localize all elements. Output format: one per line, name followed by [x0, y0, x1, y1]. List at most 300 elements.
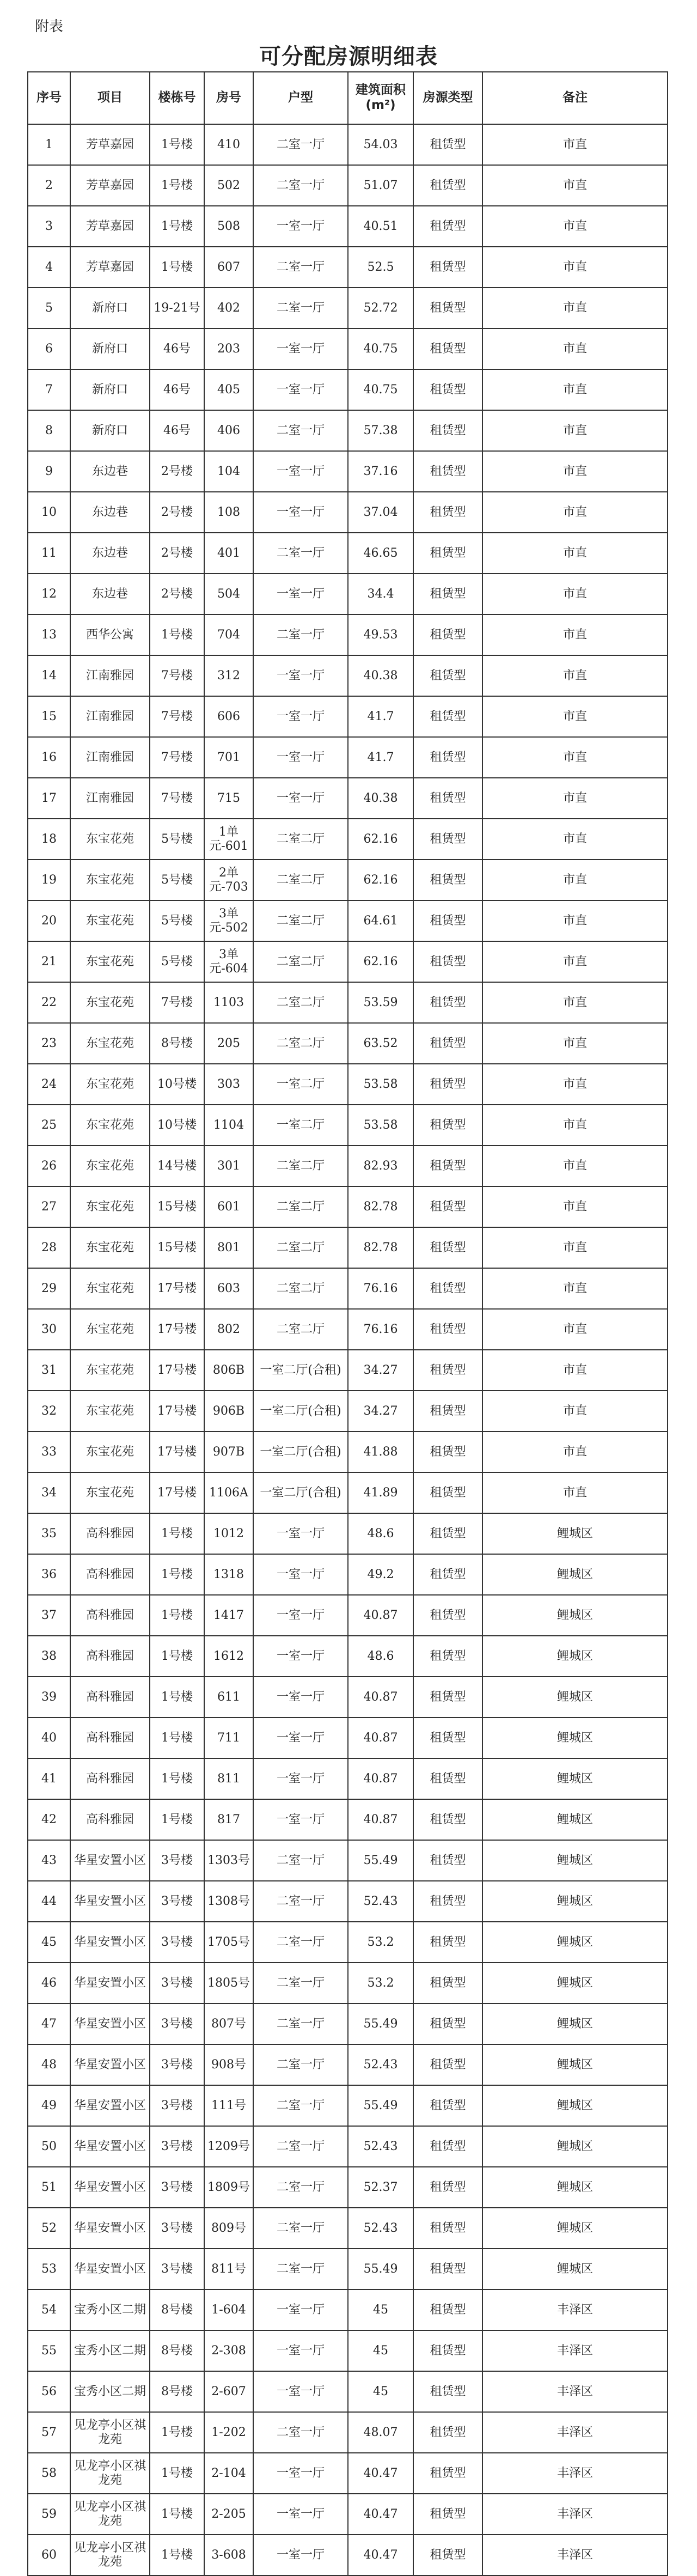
row-building: 1号楼	[150, 247, 204, 288]
row-type: 租赁型	[413, 2208, 482, 2249]
row-project: 东宝花苑	[70, 1186, 150, 1227]
row-layout: 二室二厅	[253, 1268, 348, 1309]
row-project: 江南雅园	[70, 696, 150, 737]
row-type: 租赁型	[413, 2167, 482, 2208]
row-area: 34.27	[348, 1391, 413, 1432]
row-building: 46号	[150, 410, 204, 451]
row-no: 54	[28, 2289, 70, 2330]
row-type: 租赁型	[413, 696, 482, 737]
row-room: 410	[204, 124, 253, 165]
row-building: 7号楼	[150, 696, 204, 737]
row-building: 17号楼	[150, 1391, 204, 1432]
row-room: 3单元-502	[204, 900, 253, 941]
row-layout: 二室二厅	[253, 900, 348, 941]
row-building: 7号楼	[150, 982, 204, 1023]
row-project: 高科雅园	[70, 1554, 150, 1595]
row-project: 见龙亭小区祺龙苑	[70, 2453, 150, 2494]
row-layout: 一室一厅	[253, 778, 348, 819]
row-building: 8号楼	[150, 1023, 204, 1064]
table-row	[28, 1554, 668, 1595]
row-area: 51.07	[348, 165, 413, 206]
row-project: 东宝花苑	[70, 1105, 150, 1146]
row-remark: 丰泽区	[482, 2453, 668, 2494]
row-room: 1104	[204, 1105, 253, 1146]
header-type: 房源类型	[413, 72, 482, 124]
row-room: 1318	[204, 1554, 253, 1595]
row-room: 908号	[204, 2044, 253, 2085]
row-remark: 鲤城区	[482, 2167, 668, 2208]
row-project: 东宝花苑	[70, 1268, 150, 1309]
row-room: 611	[204, 1677, 253, 1718]
row-type: 租赁型	[413, 1963, 482, 2003]
row-project: 新府口	[70, 328, 150, 369]
row-no: 18	[28, 819, 70, 860]
row-building: 1号楼	[150, 1718, 204, 1758]
row-type: 租赁型	[413, 2126, 482, 2167]
row-remark: 市直	[482, 982, 668, 1023]
table-row	[28, 533, 668, 574]
row-remark: 市直	[482, 1105, 668, 1146]
row-no: 16	[28, 737, 70, 778]
row-room: 108	[204, 492, 253, 533]
table-row	[28, 696, 668, 737]
row-remark: 市直	[482, 1186, 668, 1227]
row-remark: 市直	[482, 1268, 668, 1309]
row-room: 811号	[204, 2249, 253, 2289]
row-remark: 市直	[482, 1064, 668, 1105]
table-row	[28, 124, 668, 165]
row-no: 11	[28, 533, 70, 574]
row-project: 东边巷	[70, 451, 150, 492]
table-row	[28, 1718, 668, 1758]
row-project: 芳草嘉园	[70, 247, 150, 288]
row-area: 48.6	[348, 1636, 413, 1677]
row-type: 租赁型	[413, 288, 482, 328]
row-type: 租赁型	[413, 1595, 482, 1636]
row-layout: 二室二厅	[253, 1227, 348, 1268]
row-building: 7号楼	[150, 778, 204, 819]
row-layout: 一室一厅	[253, 2371, 348, 2412]
row-no: 60	[28, 2535, 70, 2575]
table-row	[28, 1309, 668, 1350]
row-building: 3号楼	[150, 2167, 204, 2208]
row-project: 东宝花苑	[70, 860, 150, 900]
table-row	[28, 1881, 668, 1922]
row-area: 40.87	[348, 1677, 413, 1718]
row-type: 租赁型	[413, 1472, 482, 1513]
row-room: 405	[204, 369, 253, 410]
row-remark: 市直	[482, 1350, 668, 1391]
row-remark: 市直	[482, 574, 668, 614]
header-building: 楼栋号	[150, 72, 204, 124]
row-layout: 一室一厅	[253, 1554, 348, 1595]
row-type: 租赁型	[413, 2330, 482, 2371]
row-project: 东宝花苑	[70, 941, 150, 982]
row-remark: 市直	[482, 1023, 668, 1064]
row-area: 52.43	[348, 1881, 413, 1922]
row-project: 东宝花苑	[70, 1023, 150, 1064]
row-project: 东宝花苑	[70, 982, 150, 1023]
row-no: 27	[28, 1186, 70, 1227]
row-no: 36	[28, 1554, 70, 1595]
row-type: 租赁型	[413, 1146, 482, 1186]
row-layout: 一室一厅	[253, 328, 348, 369]
row-remark: 鲤城区	[482, 2249, 668, 2289]
table-row	[28, 369, 668, 410]
row-remark: 鲤城区	[482, 2044, 668, 2085]
row-area: 41.88	[348, 1432, 413, 1472]
row-layout: 二室二厅	[253, 819, 348, 860]
row-room: 312	[204, 655, 253, 696]
page-title: 可分配房源明细表	[259, 44, 438, 69]
table-row	[28, 982, 668, 1023]
row-remark: 鲤城区	[482, 1513, 668, 1554]
row-area: 52.43	[348, 2044, 413, 2085]
row-room: 1417	[204, 1595, 253, 1636]
row-no: 45	[28, 1922, 70, 1963]
row-building: 3号楼	[150, 1963, 204, 2003]
row-remark: 市直	[482, 165, 668, 206]
row-layout: 二室一厅	[253, 165, 348, 206]
row-no: 47	[28, 2003, 70, 2044]
row-type: 租赁型	[413, 1881, 482, 1922]
header-area	[348, 72, 413, 124]
row-layout: 一室一厅	[253, 1677, 348, 1718]
row-building: 1号楼	[150, 165, 204, 206]
row-remark: 市直	[482, 1432, 668, 1472]
row-project: 见龙亭小区祺龙苑	[70, 2535, 150, 2575]
row-layout: 一室一厅	[253, 492, 348, 533]
row-project: 芳草嘉园	[70, 206, 150, 247]
row-no: 43	[28, 1840, 70, 1881]
row-area: 62.16	[348, 941, 413, 982]
row-type: 租赁型	[413, 574, 482, 614]
table-row	[28, 2249, 668, 2289]
row-room: 502	[204, 165, 253, 206]
row-remark: 丰泽区	[482, 2535, 668, 2575]
table-row	[28, 1840, 668, 1881]
row-no: 15	[28, 696, 70, 737]
row-type: 租赁型	[413, 533, 482, 574]
header-area-unit: (m²)	[365, 98, 396, 112]
row-area: 62.16	[348, 860, 413, 900]
row-area: 40.47	[348, 2494, 413, 2535]
row-project: 华星安置小区	[70, 2085, 150, 2126]
row-project: 华星安置小区	[70, 1840, 150, 1881]
table-row	[28, 2494, 668, 2535]
row-room: 1-202	[204, 2412, 253, 2453]
row-project: 东宝花苑	[70, 1146, 150, 1186]
header-layout: 户型	[253, 72, 348, 124]
table-row	[28, 2371, 668, 2412]
row-area: 82.78	[348, 1186, 413, 1227]
appendix-label: 附表	[35, 19, 64, 35]
row-type: 租赁型	[413, 1677, 482, 1718]
row-building: 8号楼	[150, 2371, 204, 2412]
table-row	[28, 900, 668, 941]
row-area: 82.78	[348, 1227, 413, 1268]
row-remark: 市直	[482, 328, 668, 369]
row-no: 58	[28, 2453, 70, 2494]
row-type: 租赁型	[413, 2003, 482, 2044]
row-project: 见龙亭小区祺龙苑	[70, 2412, 150, 2453]
row-room: 401	[204, 533, 253, 574]
row-building: 17号楼	[150, 1472, 204, 1513]
row-layout: 二室一厅	[253, 2249, 348, 2289]
row-layout: 二室一厅	[253, 2167, 348, 2208]
row-remark: 丰泽区	[482, 2330, 668, 2371]
row-layout: 一室一厅	[253, 2453, 348, 2494]
row-type: 租赁型	[413, 941, 482, 982]
table-row	[28, 288, 668, 328]
row-building: 1号楼	[150, 1799, 204, 1840]
row-remark: 市直	[482, 900, 668, 941]
row-layout: 一室一厅	[253, 1513, 348, 1554]
row-layout: 一室二厅(合租)	[253, 1472, 348, 1513]
table-row	[28, 328, 668, 369]
row-project: 华星安置小区	[70, 2126, 150, 2167]
row-remark: 市直	[482, 369, 668, 410]
row-layout: 一室一厅	[253, 737, 348, 778]
row-room: 807号	[204, 2003, 253, 2044]
row-layout: 一室二厅(合租)	[253, 1391, 348, 1432]
row-room: 1012	[204, 1513, 253, 1554]
row-type: 租赁型	[413, 2289, 482, 2330]
row-project: 东宝花苑	[70, 900, 150, 941]
row-building: 3号楼	[150, 2003, 204, 2044]
row-area: 46.65	[348, 533, 413, 574]
row-area: 55.49	[348, 2249, 413, 2289]
row-type: 租赁型	[413, 1105, 482, 1146]
row-area: 40.51	[348, 206, 413, 247]
row-building: 1号楼	[150, 1636, 204, 1677]
row-building: 46号	[150, 328, 204, 369]
row-no: 24	[28, 1064, 70, 1105]
row-no: 31	[28, 1350, 70, 1391]
row-remark: 市直	[482, 451, 668, 492]
row-layout: 一室一厅	[253, 1595, 348, 1636]
table-row	[28, 1472, 668, 1513]
row-room: 906B	[204, 1391, 253, 1432]
row-room: 2-308	[204, 2330, 253, 2371]
row-no: 53	[28, 2249, 70, 2289]
table-row	[28, 1023, 668, 1064]
row-room: 2-205	[204, 2494, 253, 2535]
row-layout: 一室二厅(合租)	[253, 1432, 348, 1472]
row-remark: 鲤城区	[482, 2126, 668, 2167]
row-project: 东宝花苑	[70, 819, 150, 860]
row-building: 17号楼	[150, 1432, 204, 1472]
row-no: 49	[28, 2085, 70, 2126]
row-type: 租赁型	[413, 124, 482, 165]
table-row	[28, 1146, 668, 1186]
row-room: 601	[204, 1186, 253, 1227]
row-remark: 市直	[482, 1146, 668, 1186]
row-area: 40.47	[348, 2535, 413, 2575]
header-project: 项目	[70, 72, 150, 124]
row-layout: 二室一厅	[253, 410, 348, 451]
row-type: 租赁型	[413, 1064, 482, 1105]
row-layout: 二室二厅	[253, 1146, 348, 1186]
row-type: 租赁型	[413, 2494, 482, 2535]
table-header-row	[28, 72, 668, 124]
table-row	[28, 1432, 668, 1472]
row-room: 704	[204, 614, 253, 655]
row-type: 租赁型	[413, 2044, 482, 2085]
row-room: 1103	[204, 982, 253, 1023]
row-project: 东宝花苑	[70, 1432, 150, 1472]
row-area: 62.16	[348, 819, 413, 860]
row-layout: 一室二厅	[253, 1064, 348, 1105]
row-room: 402	[204, 288, 253, 328]
row-area: 52.72	[348, 288, 413, 328]
row-room: 806B	[204, 1350, 253, 1391]
table-row	[28, 2412, 668, 2453]
row-room: 3-608	[204, 2535, 253, 2575]
row-area: 34.27	[348, 1350, 413, 1391]
row-remark: 丰泽区	[482, 2494, 668, 2535]
row-building: 3号楼	[150, 1881, 204, 1922]
table-row	[28, 737, 668, 778]
row-room: 1303号	[204, 1840, 253, 1881]
row-type: 租赁型	[413, 655, 482, 696]
row-layout: 一室一厅	[253, 1718, 348, 1758]
row-no: 26	[28, 1146, 70, 1186]
row-building: 3号楼	[150, 1840, 204, 1881]
row-room: 1-604	[204, 2289, 253, 2330]
row-remark: 市直	[482, 1472, 668, 1513]
table-row	[28, 1186, 668, 1227]
row-layout: 一室一厅	[253, 655, 348, 696]
row-project: 东宝花苑	[70, 1350, 150, 1391]
row-area: 82.93	[348, 1146, 413, 1186]
table-row	[28, 2167, 668, 2208]
row-building: 5号楼	[150, 900, 204, 941]
row-remark: 鲤城区	[482, 1963, 668, 2003]
row-no: 44	[28, 1881, 70, 1922]
row-room: 1209号	[204, 2126, 253, 2167]
row-remark: 市直	[482, 1309, 668, 1350]
row-project: 宝秀小区二期	[70, 2330, 150, 2371]
row-room: 701	[204, 737, 253, 778]
row-layout: 一室一厅	[253, 206, 348, 247]
row-building: 1号楼	[150, 1595, 204, 1636]
row-area: 52.37	[348, 2167, 413, 2208]
table-row	[28, 2330, 668, 2371]
row-type: 租赁型	[413, 1391, 482, 1432]
row-room: 2-607	[204, 2371, 253, 2412]
row-room: 504	[204, 574, 253, 614]
row-layout: 一室一厅	[253, 1636, 348, 1677]
row-layout: 二室二厅	[253, 1023, 348, 1064]
row-layout: 一室一厅	[253, 369, 348, 410]
row-building: 7号楼	[150, 737, 204, 778]
row-project: 江南雅园	[70, 737, 150, 778]
row-room: 1805号	[204, 1963, 253, 2003]
row-no: 55	[28, 2330, 70, 2371]
row-building: 15号楼	[150, 1186, 204, 1227]
row-type: 租赁型	[413, 1227, 482, 1268]
row-remark: 鲤城区	[482, 1718, 668, 1758]
row-layout: 二室一厅	[253, 2412, 348, 2453]
table-row	[28, 819, 668, 860]
row-no: 3	[28, 206, 70, 247]
row-remark: 鲤城区	[482, 1922, 668, 1963]
row-layout: 二室二厅	[253, 1309, 348, 1350]
row-area: 40.75	[348, 328, 413, 369]
row-no: 17	[28, 778, 70, 819]
row-no: 40	[28, 1718, 70, 1758]
row-no: 35	[28, 1513, 70, 1554]
row-no: 12	[28, 574, 70, 614]
table-row	[28, 2453, 668, 2494]
row-remark: 鲤城区	[482, 1881, 668, 1922]
table-row	[28, 1350, 668, 1391]
row-room: 715	[204, 778, 253, 819]
row-layout: 一室一厅	[253, 696, 348, 737]
row-layout: 二室一厅	[253, 2044, 348, 2085]
housing-table	[27, 71, 668, 2576]
table-row	[28, 2126, 668, 2167]
table-row	[28, 1963, 668, 2003]
row-no: 19	[28, 860, 70, 900]
row-remark: 市直	[482, 1227, 668, 1268]
row-no: 33	[28, 1432, 70, 1472]
row-layout: 一室一厅	[253, 2289, 348, 2330]
table-row	[28, 2535, 668, 2575]
row-room: 603	[204, 1268, 253, 1309]
row-no: 37	[28, 1595, 70, 1636]
row-remark: 鲤城区	[482, 1799, 668, 1840]
row-building: 1号楼	[150, 1513, 204, 1554]
row-no: 48	[28, 2044, 70, 2085]
row-building: 5号楼	[150, 860, 204, 900]
row-room: 508	[204, 206, 253, 247]
row-no: 14	[28, 655, 70, 696]
table-row	[28, 1922, 668, 1963]
row-building: 5号楼	[150, 819, 204, 860]
row-project: 东边巷	[70, 574, 150, 614]
table-row	[28, 1064, 668, 1105]
row-project: 芳草嘉园	[70, 165, 150, 206]
row-no: 57	[28, 2412, 70, 2453]
row-room: 809号	[204, 2208, 253, 2249]
row-building: 2号楼	[150, 492, 204, 533]
table-row	[28, 410, 668, 451]
row-remark: 鲤城区	[482, 2208, 668, 2249]
row-no: 28	[28, 1227, 70, 1268]
row-layout: 二室一厅	[253, 1881, 348, 1922]
row-layout: 一室一厅	[253, 2494, 348, 2535]
row-building: 3号楼	[150, 2249, 204, 2289]
row-room: 607	[204, 247, 253, 288]
row-building: 2号楼	[150, 451, 204, 492]
row-area: 76.16	[348, 1268, 413, 1309]
table-row	[28, 574, 668, 614]
row-layout: 二室一厅	[253, 124, 348, 165]
row-room: 111号	[204, 2085, 253, 2126]
row-building: 8号楼	[150, 2330, 204, 2371]
row-layout: 二室一厅	[253, 1840, 348, 1881]
row-area: 76.16	[348, 1309, 413, 1350]
row-project: 新府口	[70, 288, 150, 328]
row-project: 新府口	[70, 369, 150, 410]
row-type: 租赁型	[413, 369, 482, 410]
row-room: 301	[204, 1146, 253, 1186]
row-no: 29	[28, 1268, 70, 1309]
row-building: 17号楼	[150, 1268, 204, 1309]
row-remark: 鲤城区	[482, 1636, 668, 1677]
